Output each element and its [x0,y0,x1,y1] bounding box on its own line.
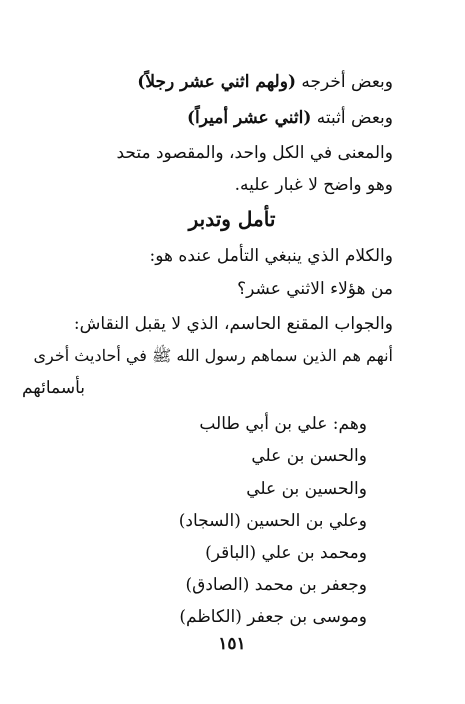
text-line-1-plain: وبعض أخرجه [295,72,393,92]
name-line-7: وموسى بن جعفر (الكاظم) [179,607,367,627]
text-line-1-bold: (ولهم اثني عشر رجلاً) [137,72,296,92]
name-line-6: وجعفر بن محمد (الصادق) [185,575,367,595]
text-line-3-plain: والمعنى في الكل واحد، والمقصود متحد [116,143,393,163]
paragraph-line-3: والجواب المقنع الحاسم، الذي لا يقبل النقاش: [73,314,393,334]
text-line-1 [137,70,393,94]
name-line-3: والحسين بن علي [246,479,367,499]
text-line-4-plain: وهو واضح لا غبار عليه. [234,175,393,195]
paragraph-line-5: بأسمائهم [21,378,85,398]
name-line-1: وهم: علي بن أبي طالب [199,414,367,434]
text-line-2 [187,106,393,130]
section-heading: تأمل وتدبر [188,207,276,231]
page-number: ١٥١ [218,634,246,654]
paragraph-line-4: أنهم هم الذين سماهم رسول الله ﷺ في أحاديث أخرى [33,346,393,365]
name-line-4: وعلي بن الحسين (السجاد) [178,511,367,531]
paragraph-line-1: والكلام الذي ينبغي التأمل عنده هو: [149,246,393,266]
paragraph-line-2: من هؤلاء الاثني عشر؟ [237,279,393,299]
text-line-2-bold: (اثني عشر أميراً) [186,108,312,128]
text-line-4 [235,173,393,197]
text-line-2-plain: وبعض أثبته [311,108,393,128]
text-line-3 [116,141,393,165]
name-line-2: والحسن بن علي [251,446,367,466]
name-line-5: ومحمد بن علي (الباقر) [205,543,367,563]
